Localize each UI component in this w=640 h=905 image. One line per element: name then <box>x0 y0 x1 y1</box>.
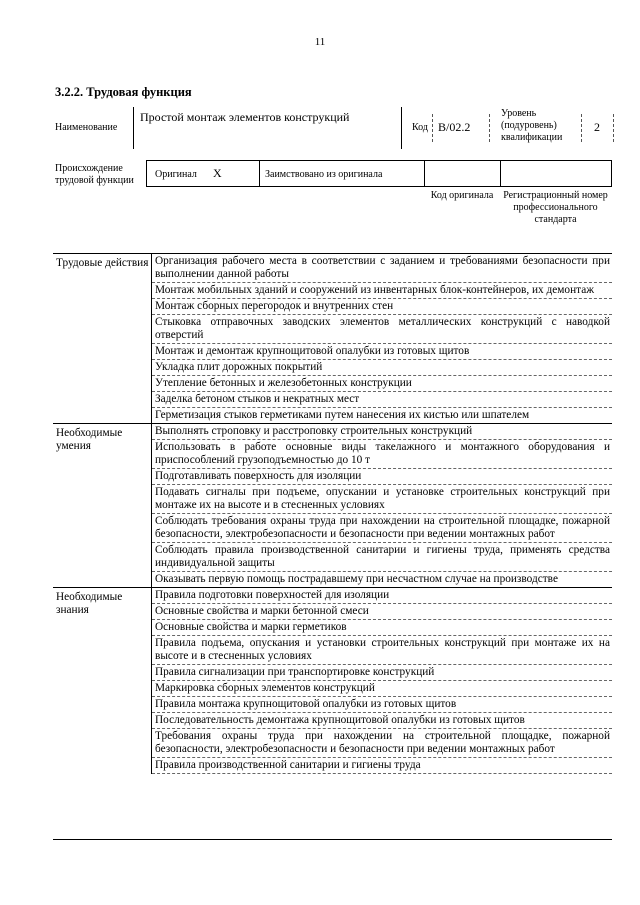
section-title: 3.2.2. Трудовая функция <box>55 85 192 99</box>
section-item: Подавать сигналы при подъеме, опускании и установке строительных конструкций при монтаже их на высоте и в стесненных условиях <box>152 485 613 514</box>
name-field <box>133 107 402 149</box>
section-item: Заделка бетоном стыков и некратных мест <box>152 392 613 408</box>
code-orig-cell <box>424 161 501 186</box>
borrowed-cell <box>258 161 425 186</box>
level-value: 2 <box>594 120 600 134</box>
section-item: Правила подъема, опускания и установки строительных конструкций при монтаже их на высоте и в стесненных условиях <box>152 636 613 665</box>
section-heading: Трудовые действия <box>53 254 152 424</box>
section-item: Требования охраны труда при нахождении на строительной площадке, пожарной безопасности, электробезопасности и безопасности при ведении монтажных работ <box>152 729 613 758</box>
competency-table <box>53 253 612 774</box>
section-item: Использовать в работе основные виды такелажного и монтажного оборудования и приспособлений грузоподъемностью до 10 т <box>152 440 613 469</box>
section-item: Правила монтажа крупнощитовой опалубки из готовых щитов <box>152 697 613 713</box>
section-item: Последовательность демонтажа крупнощитовой опалубки из готовых щитов <box>152 713 613 729</box>
section-item: Оказывать первую помощь пострадавшему при несчастном случае на производстве <box>152 572 613 588</box>
section-item: Выполнять строповку и расстроповку строительных конструкций <box>152 424 613 440</box>
section-item: Правила подготовки поверхностей для изоляции <box>152 588 613 604</box>
borrowed-label: Заимствовано из оригинала <box>265 169 383 180</box>
section-item: Маркировка сборных элементов конструкций <box>152 681 613 697</box>
name-value: Простой монтаж элементов конструкций <box>140 110 350 124</box>
origin-row <box>146 160 612 187</box>
original-cell <box>146 161 260 186</box>
section-item: Монтаж мобильных зданий и сооружений из инвентарных блок-контейнеров, их демонтаж <box>152 283 613 299</box>
reg-number-cell <box>500 161 612 186</box>
section-item: Герметизация стыков герметиками путем нанесения их кистью или шпателем <box>152 408 613 424</box>
name-label: Наименование <box>55 122 118 133</box>
level-label: Уровень (подуровень) квалификации <box>501 108 563 143</box>
original-label: Оригинал <box>155 169 197 180</box>
section-item: Соблюдать правила производственной санитарии и гигиены труда, применять средства индивидуальной защиты <box>152 543 613 572</box>
section-item: Соблюдать требования охраны труда при нахождении на строительной площадке, пожарной безопасности, электробезопасности и безопасности при ведении монтажных работ <box>152 514 613 543</box>
code-value: B/02.2 <box>438 120 471 134</box>
section-heading: Необходимые умения <box>53 424 152 588</box>
section-item: Основные свойства и марки герметиков <box>152 620 613 636</box>
section-item: Подготавливать поверхность для изоляции <box>152 469 613 485</box>
reg-number-caption: Регистрационный номер профессионального стандарта <box>503 190 608 225</box>
section-item: Стыковка отправочных заводских элементов металлических конструкций с наводкой отверстий <box>152 315 613 344</box>
section-item: Монтаж сборных перегородок и внутренних стен <box>152 299 613 315</box>
table-row <box>53 254 612 283</box>
section-item: Организация рабочего места в соответствии с заданием и требованиями безопасности при выполнении данной работы <box>152 254 613 283</box>
section-item: Укладка плит дорожных покрытий <box>152 360 613 376</box>
section-item: Утепление бетонных и железобетонных конструкции <box>152 376 613 392</box>
level-field <box>581 114 614 142</box>
section-heading: Необходимые знания <box>53 588 152 774</box>
table-row <box>53 588 612 604</box>
table-row <box>53 424 612 440</box>
original-mark: X <box>213 166 222 180</box>
section-item: Основные свойства и марки бетонной смеси <box>152 604 613 620</box>
origin-label: Происхождение трудовой функции <box>55 163 134 186</box>
code-field <box>432 114 490 142</box>
section-item: Правила сигнализации при транспортировке конструкций <box>152 665 613 681</box>
section-item: Монтаж и демонтаж крупнощитовой опалубки из готовых щитов <box>152 344 613 360</box>
code-orig-caption: Код оригинала <box>430 190 494 201</box>
page-number: 11 <box>314 36 326 48</box>
table-bottom-line <box>53 839 612 840</box>
section-item: Правила производственной санитарии и гигиены труда <box>152 758 613 774</box>
code-label: Код <box>412 122 428 133</box>
